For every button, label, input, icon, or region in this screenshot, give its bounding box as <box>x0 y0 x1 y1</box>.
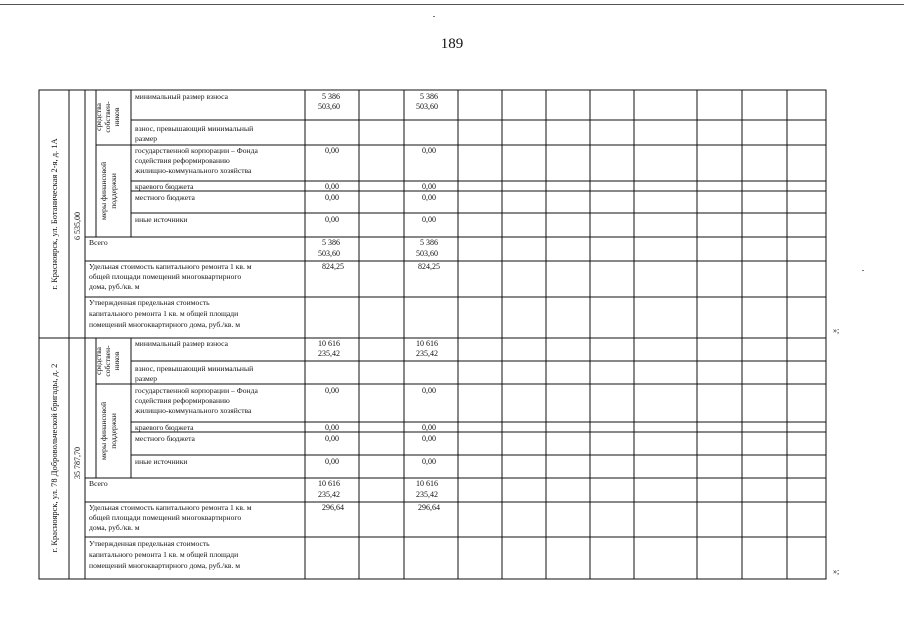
svg-text:минимальный размер взноса: минимальный размер взноса <box>135 339 228 348</box>
own-funds-label <box>94 345 121 377</box>
svg-text:0,00: 0,00 <box>422 423 436 432</box>
svg-text:503,60: 503,60 <box>416 249 438 258</box>
continuation-mark: »; <box>833 326 840 335</box>
svg-text:государственной корпорации – Ф: государственной корпорации – Фонда <box>135 386 258 395</box>
svg-text:содействия реформированию: содействия реформированию <box>135 156 230 165</box>
svg-text:поддержки: поддержки <box>109 413 118 449</box>
svg-text:824,25: 824,25 <box>322 262 344 271</box>
svg-text:государственной корпорации – Ф: государственной корпорации – Фонда <box>135 146 258 155</box>
values-col-2 <box>416 339 440 512</box>
continuation-mark: »; <box>833 567 840 576</box>
values-col-1 <box>318 339 344 512</box>
svg-text:0,00: 0,00 <box>422 193 436 202</box>
svg-text:0,00: 0,00 <box>325 434 339 443</box>
svg-text:местного бюджета: местного бюджета <box>135 193 195 202</box>
svg-text:10 616: 10 616 <box>416 339 438 348</box>
svg-text:235,42: 235,42 <box>318 490 340 499</box>
svg-text:дома, руб./кв. м: дома, руб./кв. м <box>89 282 140 291</box>
svg-text:824,25: 824,25 <box>418 262 440 271</box>
row-labels <box>89 92 258 329</box>
svg-text:0,00: 0,00 <box>325 423 339 432</box>
area-value: 35 787,70 <box>73 447 82 479</box>
svg-text:0,00: 0,00 <box>422 182 436 191</box>
svg-text:местного бюджета: местного бюджета <box>135 434 195 443</box>
area-value: 6 535,00 <box>73 212 82 240</box>
svg-text:10 616: 10 616 <box>416 479 438 488</box>
svg-text:средства: средства <box>94 103 103 131</box>
svg-text:503,60: 503,60 <box>318 249 340 258</box>
svg-text:296,64: 296,64 <box>322 503 344 512</box>
svg-text:помещений многоквартирного дом: помещений многоквартирного дома, руб./кв. м <box>89 561 241 570</box>
svg-text:5 386: 5 386 <box>420 92 438 101</box>
svg-text:помещений многоквартирного дом: помещений многоквартирного дома, руб./кв. м <box>89 320 241 329</box>
svg-text:минимальный размер взноса: минимальный размер взноса <box>135 92 228 101</box>
svg-text:собствен-: собствен- <box>103 101 112 133</box>
svg-text:краевого бюджета: краевого бюджета <box>135 423 194 432</box>
svg-text:Удельная стоимость капитальног: Удельная стоимость капитального ремонта 1 кв. м <box>89 262 252 271</box>
svg-text:Утвержденная предельная стоимо: Утвержденная предельная стоимость <box>89 539 210 548</box>
svg-text:5 386: 5 386 <box>322 92 340 101</box>
svg-text:503,60: 503,60 <box>416 102 438 111</box>
svg-text:ников: ников <box>112 351 121 371</box>
svg-text:общей площади помещений многок: общей площади помещений многоквартирного <box>89 272 242 281</box>
address-label: г. Красноярск, ул. 78 Добровольческой бригады, д. 2 <box>49 363 59 553</box>
support-measures-label <box>99 162 118 220</box>
svg-text:Всего: Всего <box>89 238 108 247</box>
svg-text:0,00: 0,00 <box>325 457 339 466</box>
svg-text:средства: средства <box>94 347 103 375</box>
svg-text:235,42: 235,42 <box>318 349 340 358</box>
svg-text:296,64: 296,64 <box>418 503 440 512</box>
svg-text:жилищно-коммунального хозяйств: жилищно-коммунального хозяйства <box>135 166 252 175</box>
svg-text:капитального ремонта 1 кв. м о: капитального ремонта 1 кв. м общей площади <box>89 309 239 318</box>
svg-text:ников: ников <box>112 107 121 127</box>
svg-text:235,42: 235,42 <box>416 490 438 499</box>
svg-text:краевого бюджета: краевого бюджета <box>135 182 194 191</box>
svg-text:0,00: 0,00 <box>422 457 436 466</box>
svg-text:0,00: 0,00 <box>325 146 339 155</box>
svg-text:0,00: 0,00 <box>325 182 339 191</box>
own-funds-label <box>94 101 121 133</box>
svg-text:Всего: Всего <box>89 479 108 488</box>
svg-text:10 616: 10 616 <box>318 479 340 488</box>
svg-text:0,00: 0,00 <box>325 386 339 395</box>
svg-text:дома, руб./кв. м: дома, руб./кв. м <box>89 523 140 532</box>
svg-text:общей площади помещений многок: общей площади помещений многоквартирного <box>89 513 242 522</box>
svg-text:иные источники: иные источники <box>135 457 188 466</box>
svg-text:содействия реформированию: содействия реформированию <box>135 396 230 405</box>
svg-text:0,00: 0,00 <box>422 386 436 395</box>
svg-text:Утвержденная предельная стоимо: Утвержденная предельная стоимость <box>89 298 210 307</box>
svg-text:взнос, превышающий минимальный: взнос, превышающий минимальный <box>135 364 254 373</box>
svg-text:меры финансовой: меры финансовой <box>99 401 108 461</box>
svg-text:размер: размер <box>135 374 158 383</box>
svg-text:5 386: 5 386 <box>322 238 340 247</box>
svg-text:235,42: 235,42 <box>416 349 438 358</box>
svg-text:жилищно-коммунального хозяйств: жилищно-коммунального хозяйства <box>135 406 252 415</box>
svg-text:капитального ремонта 1 кв. м о: капитального ремонта 1 кв. м общей площади <box>89 550 239 559</box>
svg-text:0,00: 0,00 <box>422 146 436 155</box>
page-number: 189 <box>440 36 464 52</box>
address-label: г. Красноярск, ул. Ботаническая 2-я, д. 1А <box>49 138 59 290</box>
svg-text:меры финансовой: меры финансовой <box>99 161 108 221</box>
svg-text:10 616: 10 616 <box>318 339 340 348</box>
svg-text:0,00: 0,00 <box>325 215 339 224</box>
svg-text:собствен-: собствен- <box>103 345 112 377</box>
svg-text:5 386: 5 386 <box>420 238 438 247</box>
svg-text:поддержки: поддержки <box>109 173 118 209</box>
svg-text:размер: размер <box>135 134 158 143</box>
svg-text:0,00: 0,00 <box>325 193 339 202</box>
svg-text:0,00: 0,00 <box>422 215 436 224</box>
support-measures-label <box>99 402 118 460</box>
svg-text:503,60: 503,60 <box>318 102 340 111</box>
svg-text:0,00: 0,00 <box>422 434 436 443</box>
svg-text:взнос, превышающий минимальный: взнос, превышающий минимальный <box>135 124 254 133</box>
svg-text:иные источники: иные источники <box>135 215 188 224</box>
svg-text:Удельная стоимость капитальног: Удельная стоимость капитального ремонта 1 кв. м <box>89 503 252 512</box>
